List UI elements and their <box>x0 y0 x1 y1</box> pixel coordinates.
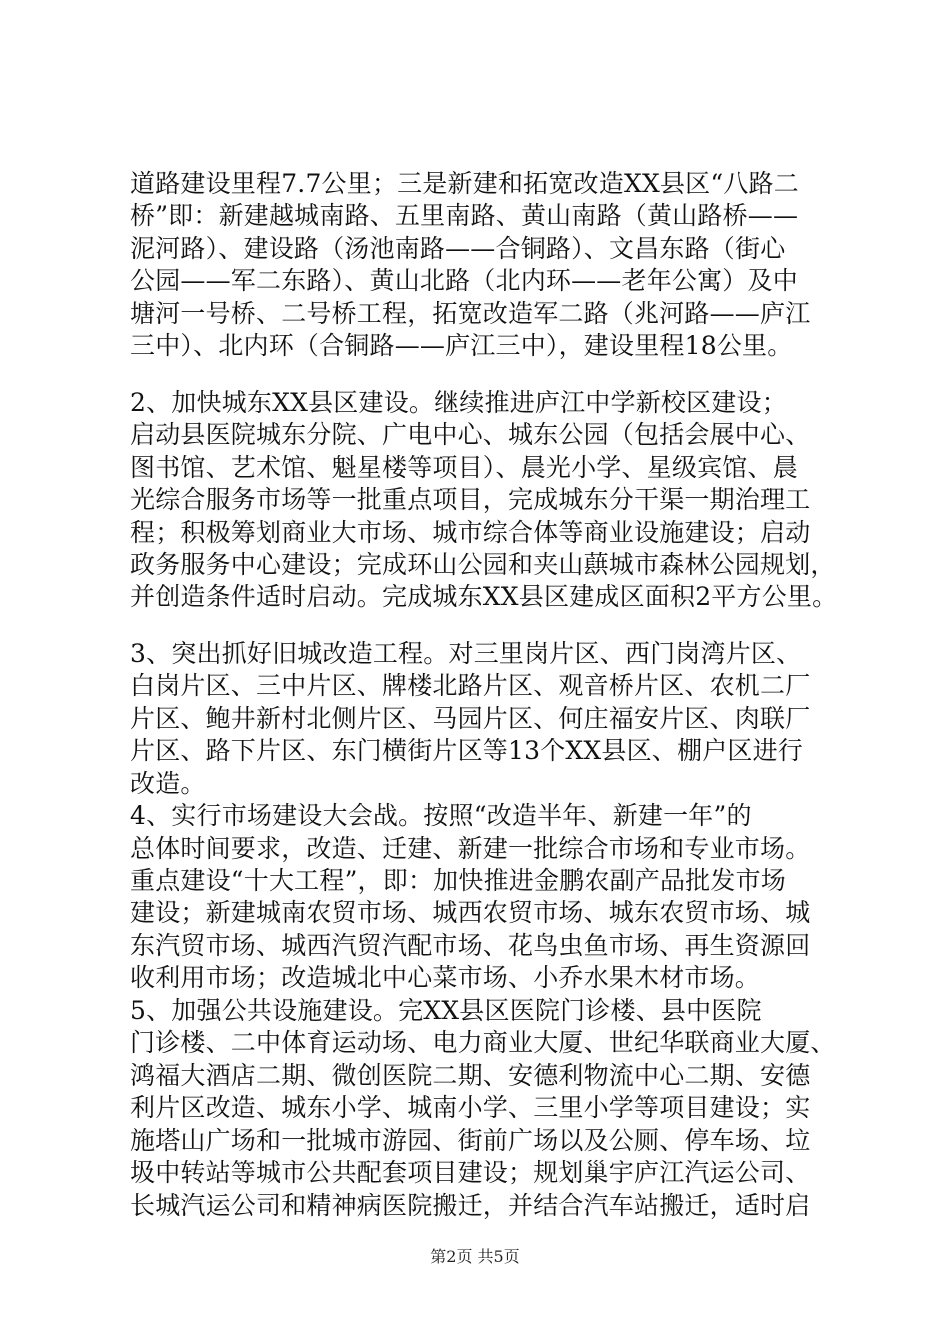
text-line: 并创造条件适时启动。完成城东XX县区建成区面积2平方公里。 <box>130 582 838 611</box>
text-line: 公园——军二东路）、黄山北路（北内环——老年公寓）及中 <box>130 266 798 295</box>
text-line: 三中）、北内环（合铜路——庐江三中），建设里程18公里。 <box>130 331 793 360</box>
text-line: 收利用市场；改造城北中心菜市场、小乔水果木材市场。 <box>130 963 761 992</box>
text-line: 2、加快城东XX县区建设。继续推进庐江中学新校区建设； <box>130 388 787 417</box>
text-line: 3、突出抓好旧城改造工程。对三里岗片区、西门岗湾片区、 <box>130 639 802 668</box>
text-line: 重点建设“十大工程”，即：加快推进金鹏农副产品批发市场 <box>130 866 786 895</box>
text-line: 东汽贸市场、城西汽贸汽配市场、花鸟虫鱼市场、再生资源回 <box>130 931 811 960</box>
text-line: 塘河一号桥、二号桥工程，拓宽改造军二路（兆河路——庐江 <box>130 299 811 328</box>
text-line: 片区、路下片区、东门横街片区等13个XX县区、棚户区进行 <box>130 736 804 765</box>
text-line: 5、加强公共设施建设。完XX县区医院门诊楼、县中医院 <box>130 996 762 1025</box>
text-line: 泥河路）、建设路（汤池南路——合铜路）、文昌东路（街心 <box>130 234 786 263</box>
text-line: 道路建设里程7.7公里；三是新建和拓宽改造XX县区“八路二 <box>130 169 799 198</box>
text-line: 利片区改造、城东小学、城南小学、三里小学等项目建设；实 <box>130 1093 811 1122</box>
text-line: 建设；新建城南农贸市场、城西农贸市场、城东农贸市场、城 <box>130 898 811 927</box>
text-line: 片区、鲍井新村北侧片区、马园片区、何庄福安片区、肉联厂 <box>130 704 811 733</box>
text-line: 改造。 <box>130 769 206 798</box>
text-line: 施塔山广场和一批城市游园、街前广场以及公厕、停车场、垃 <box>130 1126 811 1155</box>
text-line: 圾中转站等城市公共配套项目建设；规划巢宇庐江汽运公司、 <box>130 1158 811 1187</box>
text-line: 4、实行市场建设大会战。按照“改造半年、新建一年”的 <box>130 801 752 830</box>
text-line: 程；积极筹划商业大市场、城市综合体等商业设施建设；启动 <box>130 518 811 547</box>
text-line: 桥”即：新建越城南路、五里南路、黄山南路（黄山路桥—— <box>130 201 799 230</box>
text-line: 鸿福大酒店二期、微创医院二期、安德利物流中心二期、安德 <box>130 1061 811 1090</box>
text-line: 总体时间要求，改造、迁建、新建一批综合市场和专业市场。 <box>130 834 811 863</box>
text-line: 门诊楼、二中体育运动场、电力商业大厦、世纪华联商业大厦、 <box>130 1028 836 1057</box>
text-line: 光综合服务市场等一批重点项目，完成城东分干渠一期治理工 <box>130 485 811 514</box>
text-line: 启动县医院城东分院、广电中心、城东公园（包括会展中心、 <box>130 420 811 449</box>
text-line: 长城汽运公司和精神病医院搬迁，并结合汽车站搬迁，适时启 <box>130 1191 811 1220</box>
text-line: 图书馆、艺术馆、魁星楼等项目）、晨光小学、星级宾馆、晨 <box>130 453 798 482</box>
page-footer: 第2页 共5页 <box>430 1247 520 1266</box>
text-line: 政务服务中心建设；完成环山公园和夹山蕻城市森林公园规划， <box>130 550 836 579</box>
text-line: 白岗片区、三中片区、牌楼北路片区、观音桥片区、农机二厂 <box>130 671 811 700</box>
